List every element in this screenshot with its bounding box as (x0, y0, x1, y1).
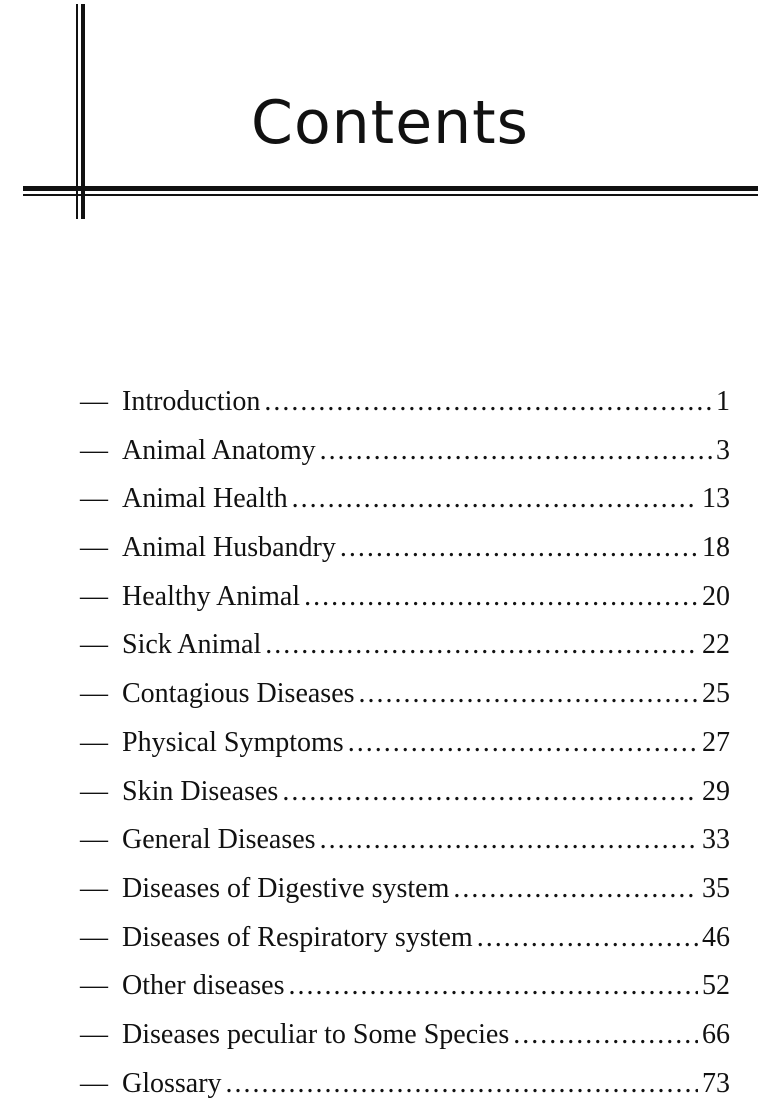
dot-leader (320, 435, 712, 467)
entry-title: Skin Diseases (122, 775, 279, 807)
entry-page-number: 73 (702, 1067, 730, 1099)
entry-title: Sick Animal (122, 629, 262, 661)
entry-page-number: 46 (702, 921, 730, 953)
toc-entry[interactable] (80, 435, 730, 484)
entry-page-number: 22 (702, 629, 730, 661)
toc-entry[interactable] (80, 727, 730, 776)
toc-entry[interactable] (80, 629, 730, 678)
dot-leader (320, 824, 698, 856)
entry-dash: — (80, 434, 108, 466)
dot-leader (226, 1068, 698, 1100)
entry-dash: — (80, 483, 108, 515)
toc-entry[interactable] (80, 1019, 730, 1068)
entry-title: Animal Anatomy (122, 434, 316, 466)
entry-page-number: 18 (702, 532, 730, 564)
entry-title: Glossary (122, 1067, 222, 1099)
entry-page-number: 52 (702, 970, 730, 1002)
entry-page-number: 33 (702, 824, 730, 856)
entry-title: Diseases of Respiratory system (122, 921, 473, 953)
dot-leader (264, 386, 712, 418)
entry-title: Introduction (122, 386, 261, 417)
entry-dash: — (80, 532, 108, 564)
entry-dash: — (80, 629, 108, 661)
entry-page-number: 3 (716, 434, 730, 466)
dot-leader (304, 581, 698, 613)
dot-leader (265, 629, 698, 661)
entry-title: Animal Husbandry (122, 532, 336, 564)
dot-leader (453, 873, 698, 905)
entry-dash: — (80, 1018, 108, 1050)
page-title (0, 88, 780, 158)
toc-entry[interactable] (80, 1068, 730, 1116)
toc-entry[interactable] (80, 678, 730, 727)
toc-entry[interactable] (80, 970, 730, 1019)
entry-dash: — (80, 580, 108, 612)
entry-title: Physical Symptoms (122, 726, 344, 758)
entry-title: Animal Health (122, 483, 288, 515)
entry-dash: — (80, 386, 108, 417)
entry-page-number: 66 (702, 1018, 730, 1050)
dot-leader (289, 970, 698, 1002)
entry-title: Contagious Diseases (122, 678, 355, 710)
table-of-contents (80, 386, 730, 1116)
entry-dash: — (80, 775, 108, 807)
entry-title: General Diseases (122, 824, 316, 856)
entry-dash: — (80, 921, 108, 953)
entry-page-number: 25 (702, 678, 730, 710)
dot-leader (359, 678, 698, 710)
dot-leader (340, 532, 698, 564)
entry-title: Other diseases (122, 970, 285, 1002)
toc-entry[interactable] (80, 532, 730, 581)
entry-dash: — (80, 824, 108, 856)
entry-page-number: 1 (716, 386, 730, 417)
dot-leader (282, 776, 698, 808)
dot-leader (513, 1019, 698, 1051)
entry-page-number: 13 (702, 483, 730, 515)
dot-leader (292, 483, 698, 515)
entry-title: Diseases peculiar to Some Species (122, 1018, 510, 1050)
toc-entry[interactable] (80, 581, 730, 630)
entry-dash: — (80, 872, 108, 904)
toc-entry[interactable] (80, 824, 730, 873)
horizontal-rule-thin (23, 194, 758, 196)
toc-entry[interactable] (80, 922, 730, 971)
entry-page-number: 29 (702, 775, 730, 807)
toc-entry[interactable] (80, 483, 730, 532)
dot-leader (348, 727, 698, 759)
dot-leader (477, 922, 698, 954)
entry-page-number: 20 (702, 580, 730, 612)
entry-dash: — (80, 678, 108, 710)
horizontal-rule-thick (23, 186, 758, 191)
entry-dash: — (80, 1067, 108, 1099)
entry-page-number: 27 (702, 726, 730, 758)
toc-entry[interactable] (80, 776, 730, 825)
entry-dash: — (80, 726, 108, 758)
page-title-text: Contents (251, 88, 529, 158)
entry-title: Diseases of Digestive system (122, 872, 450, 904)
entry-title: Healthy Animal (122, 580, 301, 612)
toc-entry[interactable] (80, 386, 730, 435)
entry-page-number: 35 (702, 872, 730, 904)
toc-entry[interactable] (80, 873, 730, 922)
entry-dash: — (80, 970, 108, 1002)
